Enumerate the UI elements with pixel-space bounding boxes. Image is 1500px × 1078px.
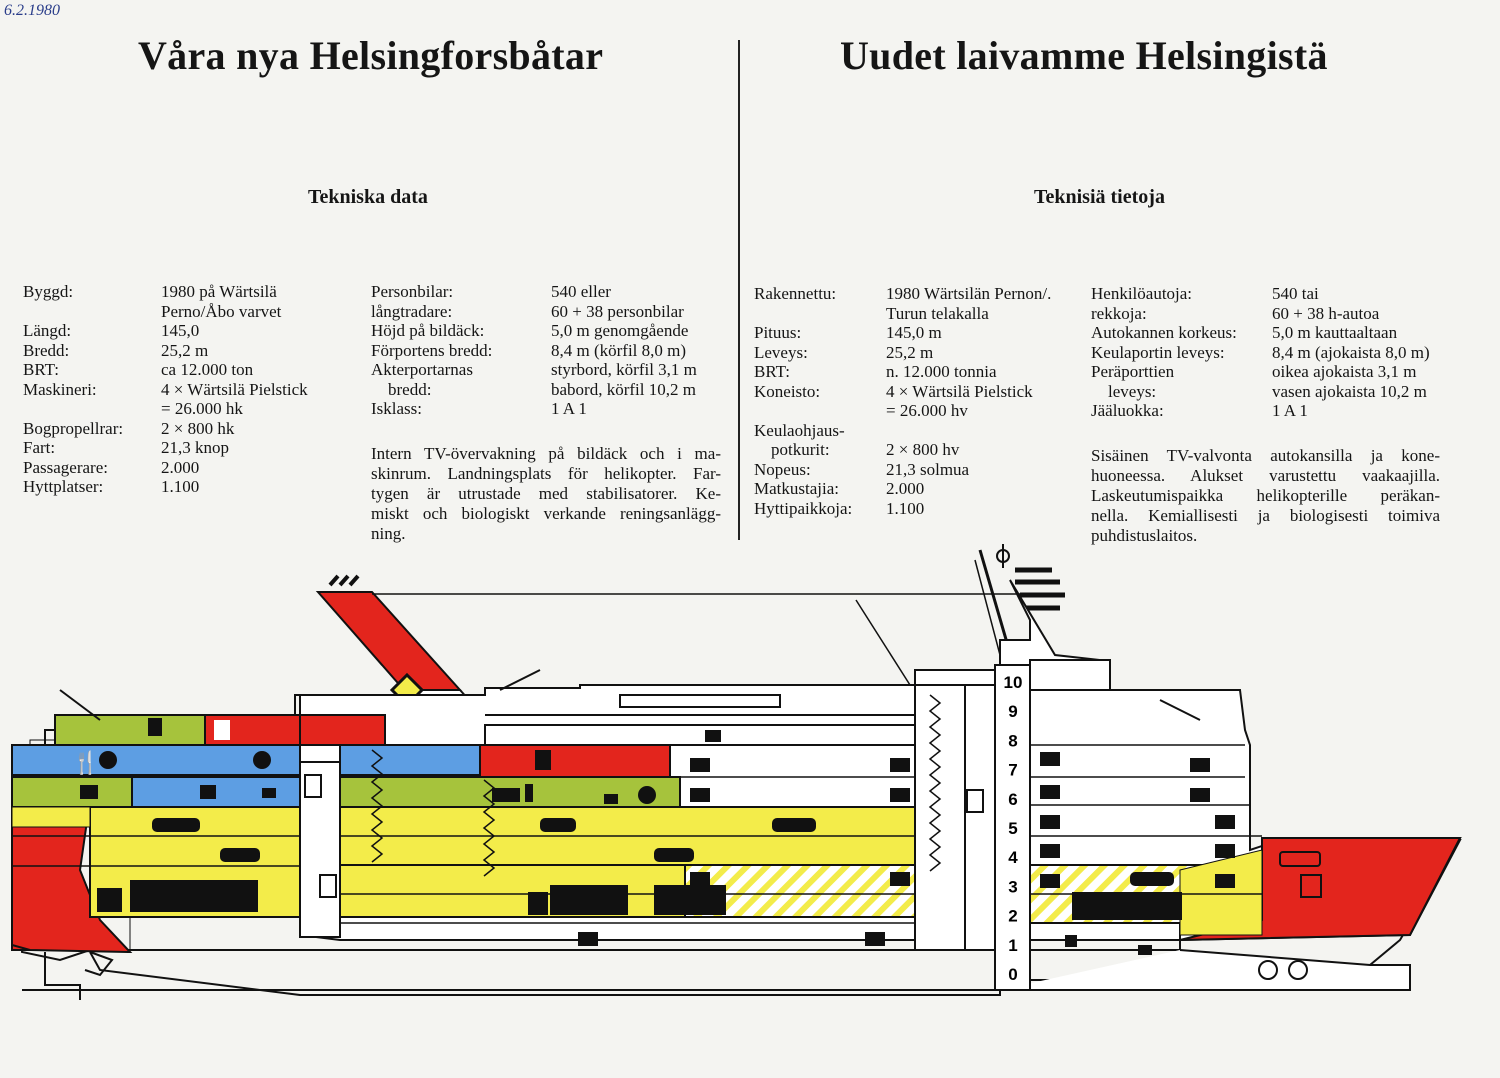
spec-value: 540 eller xyxy=(551,282,611,301)
spec-row xyxy=(1091,401,1430,421)
bus-icon xyxy=(1072,892,1182,920)
truck-icon xyxy=(654,885,726,915)
spec-label: Bredd: xyxy=(23,340,70,360)
spec-value: 540 tai xyxy=(1272,284,1319,303)
bed-icon xyxy=(690,758,710,772)
spec-label: leveys: xyxy=(1091,381,1157,401)
spec-row xyxy=(1091,284,1430,304)
bed-icon xyxy=(1040,785,1060,799)
spec-row xyxy=(23,302,308,322)
spec-row xyxy=(371,341,697,361)
column-divider xyxy=(738,40,740,540)
spec-label: Keulaportin leveys: xyxy=(1091,342,1225,362)
spec-row xyxy=(754,499,1051,519)
paragraph-line: ning. xyxy=(371,524,406,543)
bed-icon xyxy=(690,872,710,886)
spec-label: Passagerare: xyxy=(23,457,108,477)
ship-cross-section-diagram xyxy=(0,540,1500,1010)
bed-icon xyxy=(1040,874,1060,888)
spec-label: Höjd på bildäck: xyxy=(371,321,485,340)
spec-row xyxy=(1091,362,1430,382)
deck-number-1: 1 xyxy=(1008,935,1018,955)
car-icon xyxy=(152,818,200,832)
deck-number-9: 9 xyxy=(1008,702,1018,722)
spec-row xyxy=(1091,323,1430,343)
spec-row xyxy=(754,382,1051,402)
bed-icon xyxy=(865,932,885,946)
plate-icon xyxy=(99,751,117,769)
bed-icon xyxy=(690,788,710,802)
elevator-icon xyxy=(320,875,336,897)
bottle-icon xyxy=(525,784,533,802)
spec-value: 8,4 m (körfil 8,0 m) xyxy=(551,340,687,360)
car-icon xyxy=(1130,872,1174,886)
spec-row xyxy=(754,440,1051,460)
spec-list-swedish-left xyxy=(23,282,308,497)
spec-label: Fart: xyxy=(23,438,56,457)
spec-value: 145,0 xyxy=(161,321,200,340)
spec-value: 60 + 38 h-autoa xyxy=(1272,303,1380,323)
spec-value: = 26.000 hk xyxy=(161,399,243,418)
lounge-icon xyxy=(80,785,98,799)
deck-number-0: 0 xyxy=(1008,965,1018,984)
spec-label: Matkustajia: xyxy=(754,479,839,498)
paragraph-line: huoneessa. Alukset varustettu vaakaajilla. xyxy=(1091,466,1440,485)
spec-row xyxy=(754,304,1051,324)
bed-icon xyxy=(1040,844,1060,858)
deck-number-8: 8 xyxy=(1008,731,1018,751)
spec-value: 1 A 1 xyxy=(1272,401,1308,420)
spec-row xyxy=(23,458,308,478)
spec-value: 21,3 knop xyxy=(161,438,229,457)
spec-value: 1.100 xyxy=(161,477,200,496)
restaurant-icon: 🍴 xyxy=(72,751,100,776)
paragraph-line: skinrum. Landningsplats för helikopter. Far- xyxy=(371,464,721,483)
spec-row xyxy=(371,380,697,400)
bed-icon xyxy=(890,872,910,886)
spec-label: Byggd: xyxy=(23,282,74,301)
sauna-icon xyxy=(1065,935,1077,947)
spec-label: Bogpropellrar: xyxy=(23,418,124,438)
spec-value: oikea ajokaista 3,1 m xyxy=(1272,362,1417,381)
spec-value: 8,4 m (ajokaista 8,0 m) xyxy=(1272,342,1430,362)
truck-cab-icon xyxy=(528,892,548,915)
spec-label: Maskineri: xyxy=(23,379,97,399)
bar-icon xyxy=(148,718,162,736)
spec-label: Peräporttien xyxy=(1091,362,1175,381)
spec-row xyxy=(23,282,308,302)
deck-number-7: 7 xyxy=(1008,760,1018,780)
car-icon xyxy=(772,818,816,832)
bed-icon xyxy=(1215,844,1235,858)
shop-basket-icon xyxy=(492,788,520,802)
spec-row xyxy=(1091,304,1430,324)
spec-row xyxy=(754,343,1051,363)
spec-value: babord, körfil 10,2 m xyxy=(551,379,696,399)
spec-value: n. 12.000 tonnia xyxy=(886,362,997,381)
deck-number-4: 4 xyxy=(1008,848,1018,868)
spec-value: styrbord, körfil 3,1 m xyxy=(551,360,697,379)
bed-icon xyxy=(1190,758,1210,772)
truck-icon xyxy=(130,880,258,912)
spec-value: 5,0 m kauttaaltaan xyxy=(1272,323,1398,342)
bed-icon xyxy=(1190,788,1210,802)
spec-value: 1980 på Wärtsilä xyxy=(161,282,277,301)
spec-row xyxy=(23,438,308,458)
spec-label xyxy=(23,399,161,419)
spec-label: Leveys: xyxy=(754,342,808,362)
bed-icon xyxy=(890,788,910,802)
spec-row xyxy=(23,360,308,380)
paragraph-finnish xyxy=(1091,446,1440,546)
spec-row xyxy=(23,380,308,400)
spec-label xyxy=(23,302,161,322)
bed-icon xyxy=(1040,815,1060,829)
dance-icon xyxy=(214,720,230,740)
truck-icon xyxy=(550,885,628,915)
car-icon xyxy=(540,818,576,832)
spec-value: 2.000 xyxy=(161,457,200,477)
title-finnish: Uudet laivamme Helsingistä xyxy=(840,33,1328,78)
spec-label: BRT: xyxy=(754,362,790,381)
spec-label: Koneisto: xyxy=(754,381,821,401)
spec-value: 60 + 38 personbilar xyxy=(551,301,684,321)
spec-value: 4 × Wärtsilä Pielstick xyxy=(886,381,1033,401)
spec-label: Förportens bredd: xyxy=(371,340,493,360)
cafe-icon xyxy=(200,785,216,799)
spec-value: Turun telakalla xyxy=(886,303,989,323)
bed-icon xyxy=(1040,752,1060,766)
spec-value: 4 × Wärtsilä Pielstick xyxy=(161,379,308,399)
spec-row xyxy=(371,360,697,380)
bed-icon xyxy=(1215,815,1235,829)
deck-number-5: 5 xyxy=(1008,819,1018,838)
spec-row xyxy=(754,460,1051,480)
info-icon xyxy=(638,786,656,804)
spec-label: Nopeus: xyxy=(754,459,811,479)
shop-icon xyxy=(604,794,618,804)
spec-value: ca 12.000 ton xyxy=(161,360,254,379)
spec-value: 25,2 m xyxy=(161,340,209,360)
paragraph-line: nella. Kemiallisesti ja biologisesti toimiva xyxy=(1091,506,1440,525)
subtitle-swedish: Tekniska data xyxy=(308,186,428,208)
bed-icon xyxy=(1215,874,1235,888)
bed-icon xyxy=(890,758,910,772)
spec-value: Perno/Åbo varvet xyxy=(161,301,282,321)
paragraph-swedish xyxy=(371,444,721,544)
paragraph-line: miskt och biologiskt verkande reningsanlägg- xyxy=(371,504,721,523)
spec-row xyxy=(754,323,1051,343)
spec-label xyxy=(754,304,886,324)
spec-value: 1 A 1 xyxy=(551,399,587,418)
spec-label: Jääluokka: xyxy=(1091,401,1164,420)
spec-value: 21,3 solmua xyxy=(886,459,970,479)
deck-number-3: 3 xyxy=(1008,877,1018,897)
plate-icon xyxy=(253,751,271,769)
spec-row xyxy=(754,421,1051,441)
spec-list-finnish-right xyxy=(1091,284,1430,421)
spec-row xyxy=(23,341,308,361)
elevator-icon xyxy=(967,790,983,812)
bed-icon xyxy=(578,932,598,946)
spec-value: 2 × 800 hv xyxy=(886,440,960,459)
spec-value: 5,0 m genomgående xyxy=(551,321,689,340)
spec-label: rekkoja: xyxy=(1091,303,1147,323)
spec-value: 1980 Wärtsilän Pernon/. xyxy=(886,284,1052,303)
spec-label xyxy=(754,401,886,421)
spec-value: vasen ajokaista 10,2 m xyxy=(1272,381,1427,401)
spec-row xyxy=(1091,382,1430,402)
paragraph-line: Laskeutumispaikka helikopterille peräkan- xyxy=(1091,486,1440,505)
truck-cab-icon xyxy=(97,888,122,912)
spec-row xyxy=(754,362,1051,382)
spec-label: Autokannen korkeus: xyxy=(1091,323,1237,342)
subtitle-finnish: Teknisiä tietoja xyxy=(1034,186,1165,208)
spec-label: BRT: xyxy=(23,360,59,379)
spec-label: potkurit: xyxy=(754,440,830,459)
bed-icon xyxy=(705,730,721,742)
deck-number-2: 2 xyxy=(1008,906,1018,926)
spec-value: 2 × 800 hk xyxy=(161,418,235,438)
spec-value: 2.000 xyxy=(886,479,925,498)
spec-label: Hyttipaikkoja: xyxy=(754,498,853,518)
handwritten-date: 6.2.1980 xyxy=(4,2,60,19)
spec-row xyxy=(371,282,697,302)
spec-value: 25,2 m xyxy=(886,342,934,362)
deck-number-6: 6 xyxy=(1008,789,1018,809)
paragraph-line: Sisäinen TV-valvonta autokansilla ja kone- xyxy=(1091,446,1440,465)
spec-row xyxy=(754,401,1051,421)
car-icon xyxy=(654,848,694,862)
spec-row xyxy=(371,399,697,419)
paragraph-line: Intern TV-övervakning på bildäck och i ma- xyxy=(371,444,721,463)
spec-label: Isklass: xyxy=(371,399,422,418)
car-icon xyxy=(220,848,260,862)
spec-row xyxy=(371,321,697,341)
spec-list-swedish-right xyxy=(371,282,697,419)
cafe-icon xyxy=(262,788,276,798)
paragraph-line: tygen är utrustade med stabilisatorer. Ke- xyxy=(371,484,721,503)
spec-label: Personbilar: xyxy=(371,282,454,301)
title-swedish: Våra nya Helsingforsbåtar xyxy=(138,33,604,78)
pool-icon xyxy=(1138,945,1152,955)
spec-label: långtradare: xyxy=(371,301,453,321)
spec-label: bredd: xyxy=(371,379,432,399)
spec-value: = 26.000 hv xyxy=(886,401,968,420)
spec-row xyxy=(23,321,308,341)
spec-row xyxy=(754,284,1051,304)
paragraph-line: puhdistuslaitos. xyxy=(1091,526,1198,545)
spec-row xyxy=(1091,343,1430,363)
deck-number-10: 10 xyxy=(1003,673,1023,692)
spec-row xyxy=(23,419,308,439)
spec-value: 145,0 m xyxy=(886,323,942,342)
spec-list-finnish-left xyxy=(754,284,1051,518)
spec-label: Keulaohjaus- xyxy=(754,420,845,440)
dance-icon xyxy=(535,750,551,770)
spec-value: 1.100 xyxy=(886,498,925,518)
elevator-icon xyxy=(305,775,321,797)
spec-row xyxy=(754,479,1051,499)
spec-label: Hyttplatser: xyxy=(23,477,104,496)
spec-label: Rakennettu: xyxy=(754,284,837,303)
spec-label: Pituus: xyxy=(754,323,802,342)
spec-row xyxy=(23,399,308,419)
spec-row xyxy=(23,477,308,497)
spec-row xyxy=(371,302,697,322)
spec-label: Henkilöautoja: xyxy=(1091,284,1193,303)
funnel xyxy=(318,576,478,710)
spec-label: Akterportarnas xyxy=(371,360,473,379)
spec-label: Längd: xyxy=(23,321,72,340)
